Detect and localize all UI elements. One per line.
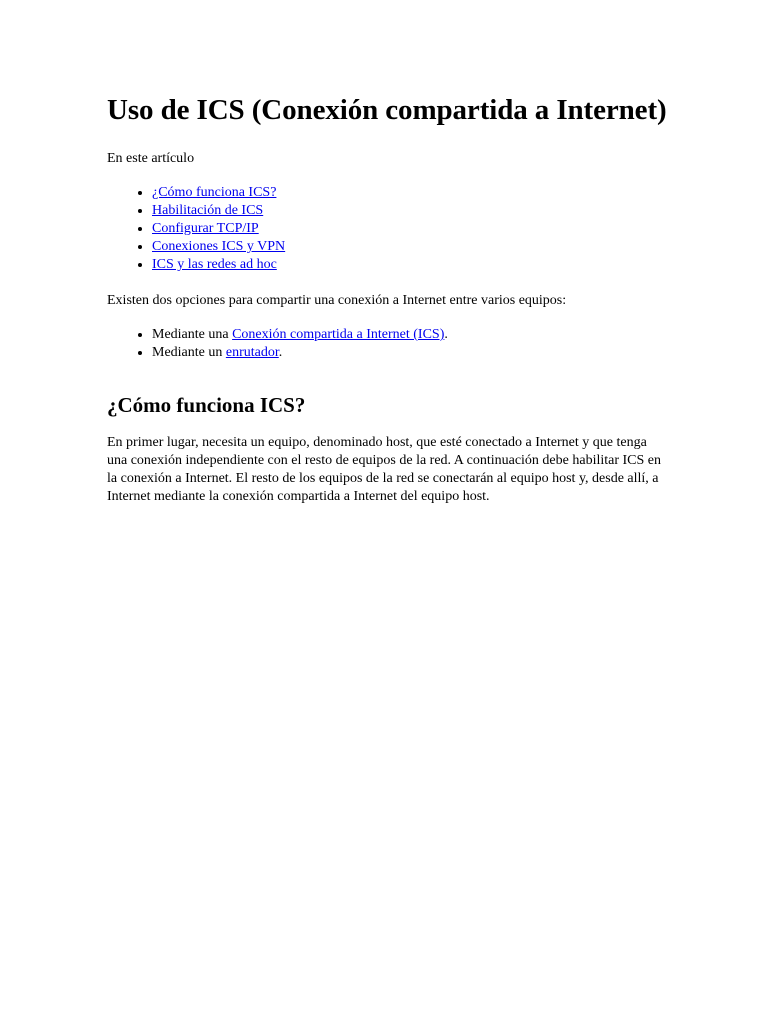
section-body: En primer lugar, necesita un equipo, denominado host, que esté conectado a Internet y que tenga una conexión independiente con el resto de equipos de la red. A continuación debe habilitar ICS en la conexión a Internet. El resto de los equipos de la red se conectarán al equipo host y, desde allí, a Internet mediante la conexión compartida a Internet del equipo host. xyxy=(107,435,661,504)
toc-link-como-funciona[interactable]: ¿Cómo funciona ICS? xyxy=(152,185,277,200)
toc-item xyxy=(152,256,667,274)
toc-item xyxy=(152,220,667,238)
option-suffix: . xyxy=(278,345,283,360)
toc-link-ad-hoc[interactable]: ICS y las redes ad hoc xyxy=(152,257,277,272)
toc-link-habilitacion[interactable]: Habilitación de ICS xyxy=(152,203,264,218)
toc-link-configurar-tcpip[interactable]: Configurar TCP/IP xyxy=(152,221,259,236)
option-prefix: Mediante una xyxy=(152,327,233,342)
document-page xyxy=(107,92,667,506)
option-item xyxy=(152,344,667,362)
toc-item xyxy=(152,202,667,220)
toc-item xyxy=(152,238,667,256)
toc-label: En este artículo xyxy=(107,151,195,166)
section-heading: ¿Cómo funciona ICS? xyxy=(107,393,306,417)
page-title: Uso de ICS (Conexión compartida a Internet) xyxy=(107,94,667,126)
option-item xyxy=(152,326,667,344)
toc-link-ics-vpn[interactable]: Conexiones ICS y VPN xyxy=(152,239,286,254)
router-link[interactable]: enrutador xyxy=(225,345,279,360)
option-suffix: . xyxy=(444,327,448,342)
options-list xyxy=(107,326,667,362)
ics-link[interactable]: Conexión compartida a Internet (ICS) xyxy=(232,327,445,342)
option-prefix: Mediante un xyxy=(152,345,226,360)
options-intro: Existen dos opciones para compartir una conexión a Internet entre varios equipos: xyxy=(107,293,567,308)
toc-list xyxy=(107,184,667,274)
toc-item xyxy=(152,184,667,202)
